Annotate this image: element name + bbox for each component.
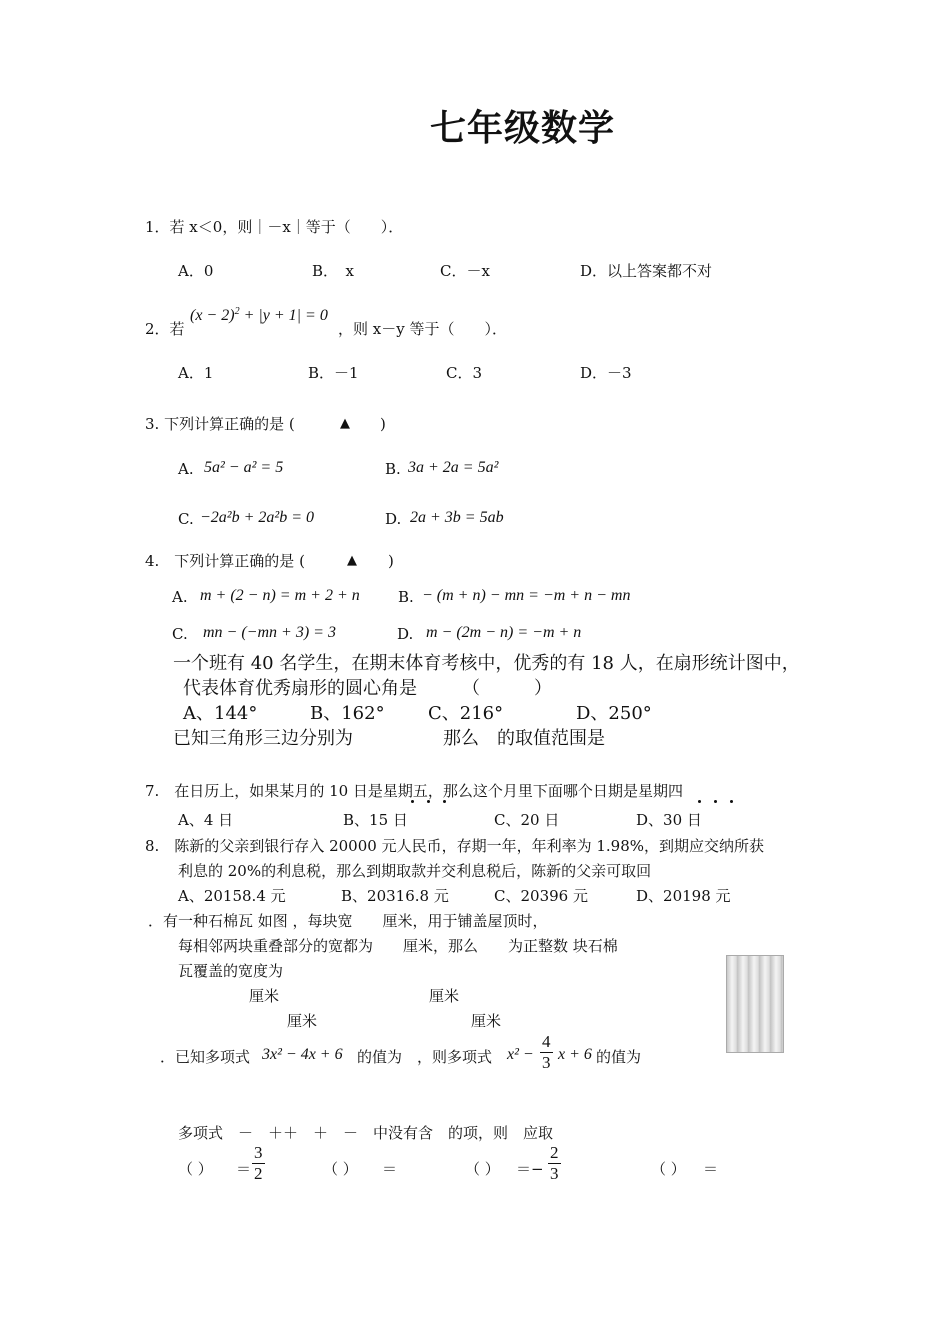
question-10-lead: ．已知多项式 <box>160 1048 251 1066</box>
question-11-option-d-paren: （ ） <box>651 1160 686 1178</box>
question-8-option-a: A、20158.4 元 <box>178 887 286 905</box>
question-5-option-c: C、216° <box>428 703 504 724</box>
question-5-line-2: 代表体育优秀扇形的圆心角是 （ ） <box>183 678 552 699</box>
question-6-line-1: 已知三角形三边分别为 那么 的取值范围是 <box>173 728 605 749</box>
question-10-tail: 的值为 <box>596 1048 642 1066</box>
question-11-option-c-paren: （ ） <box>465 1160 500 1178</box>
question-8-option-d: D、20198 元 <box>636 887 731 905</box>
question-9-option-3: 厘米 <box>287 1012 318 1030</box>
question-9-option-2: 厘米 <box>429 987 460 1005</box>
question-10-fraction: $\frac{4}{3}$ <box>542 1032 551 1072</box>
question-9-line-2: 每相邻两块重叠部分的宽都为 厘米，那么 为正整数 块石棉 <box>178 937 618 955</box>
question-4-option-d: m − (2m − n) = −m + n <box>426 624 582 641</box>
question-3-option-c: −2a²b + 2a²b = 0 <box>200 509 314 526</box>
question-1-stem: 1．若 x＜0，则｜－x｜等于（ ）． <box>145 218 404 236</box>
question-4-option-c-label: C. <box>172 625 188 643</box>
question-10-mid: 的值为 ，则多项式 <box>357 1048 493 1066</box>
question-4-option-b: − (m + n) − mn = −m + n − mn <box>422 587 631 604</box>
question-8-line-2: 利息的 20%的利息税，那么到期取款并交利息税后，陈新的父亲可取回 <box>178 862 652 880</box>
question-10-expression-2b: x + 6 <box>558 1046 592 1063</box>
triangle-marker-icon: ▲ <box>347 553 357 568</box>
question-4-option-a-label: A. <box>172 588 188 606</box>
question-2-option-d: D．－3 <box>580 364 632 382</box>
question-4-option-a: m + (2 − n) = m + 2 + n <box>200 587 360 604</box>
question-7-option-c: C、20 日 <box>494 811 560 829</box>
question-11-option-a-paren: （ ） <box>178 1160 213 1178</box>
question-10-expression-1: 3x² − 4x + 6 <box>262 1046 343 1063</box>
triangle-marker-icon: ▲ <box>340 416 350 431</box>
question-4-option-d-label: D. <box>397 625 414 643</box>
question-3-option-c-label: C. <box>178 510 194 528</box>
question-2-option-a: A．1 <box>178 364 214 382</box>
question-7-stem: 7. 在日历上，如果某月的 10 日是星期五，那么这个月里下面哪个日期是星期四 <box>145 782 683 800</box>
question-10-expression-2a: x² − <box>507 1046 534 1063</box>
question-1-option-a: A．0 <box>178 262 214 280</box>
question-9-line-3: 瓦覆盖的宽度为 <box>178 962 284 980</box>
question-9-option-4: 厘米 <box>471 1012 502 1030</box>
question-11-option-c-fraction: $\frac{2}{3}$ <box>550 1143 559 1183</box>
question-8-option-b: B、20316.8 元 <box>341 887 449 905</box>
question-2-option-c: C．3 <box>446 364 483 382</box>
question-8-option-c: C、20396 元 <box>494 887 588 905</box>
question-5-option-d: D、250° <box>576 703 652 724</box>
question-11-option-b-eq: ＝ <box>382 1160 398 1178</box>
question-2-tail: ，则 x－y 等于（ ）． <box>338 320 507 338</box>
question-11-option-a-fraction: $\frac{3}{2}$ <box>254 1143 263 1183</box>
asbestos-tile-image <box>726 955 784 1053</box>
question-3-option-b: 3a + 2a = 5a² <box>408 459 499 476</box>
question-11-stem: 多项式 － ＋＋ ＋ － 中没有含 的项，则 应取 <box>178 1124 554 1142</box>
question-5-option-b: B、162° <box>310 703 385 724</box>
question-2-option-b: B．－1 <box>308 364 359 382</box>
question-9-option-1: 厘米 <box>249 987 280 1005</box>
question-1-option-d: D．以上答案都不对 <box>580 262 713 280</box>
question-3-option-d-label: D. <box>385 510 402 528</box>
question-5-option-a: A、144° <box>183 703 258 724</box>
question-3-option-d: 2a + 3b = 5ab <box>410 509 504 526</box>
question-9-line-1: ．有一种石棉瓦 如图 ，每块宽 厘米，用于铺盖屋顶时， <box>148 912 548 930</box>
question-7-option-a: A、4 日 <box>178 811 234 829</box>
question-4-option-b-label: B. <box>398 588 414 606</box>
question-7-option-d: D、30 日 <box>636 811 702 829</box>
question-3-close-paren: ) <box>380 415 386 433</box>
question-7-option-b: B、15 日 <box>343 811 408 829</box>
question-3-option-a: 5a² − a² = 5 <box>204 459 284 476</box>
question-1-option-b: B． x <box>312 262 354 280</box>
question-11-option-a-eq: ＝ <box>236 1160 252 1178</box>
question-3-stem: 3. 下列计算正确的是 ( <box>145 415 295 433</box>
question-11-option-d-eq: ＝ <box>703 1160 719 1178</box>
question-5-line-1: 一个班有 40 名学生，在期末体育考核中，优秀的有 18 人，在扇形统计图中， <box>173 653 800 674</box>
question-3-option-a-label: A. <box>178 460 194 478</box>
question-2-number: 2．若 <box>145 320 185 338</box>
question-1-option-c: C．－x <box>440 262 490 280</box>
question-11-option-c-eq: ＝− <box>516 1160 544 1178</box>
question-4-option-c: mn − (−mn + 3) = 3 <box>203 624 336 641</box>
question-4-close-paren: ) <box>388 552 394 570</box>
question-8-line-1: 8. 陈新的父亲到银行存入 20000 元人民币，存期一年，年利率为 1.98%，到期应交纳所获 <box>145 837 764 855</box>
question-4-stem: 4. 下列计算正确的是 ( <box>145 552 305 570</box>
question-3-option-b-label: B. <box>385 460 401 478</box>
question-2-expression: $(x - 2)^2 + |y + 1| = 0$ <box>190 306 328 324</box>
question-11-option-b-paren: （ ） <box>323 1160 358 1178</box>
page-title: 七年级数学 <box>430 108 616 149</box>
